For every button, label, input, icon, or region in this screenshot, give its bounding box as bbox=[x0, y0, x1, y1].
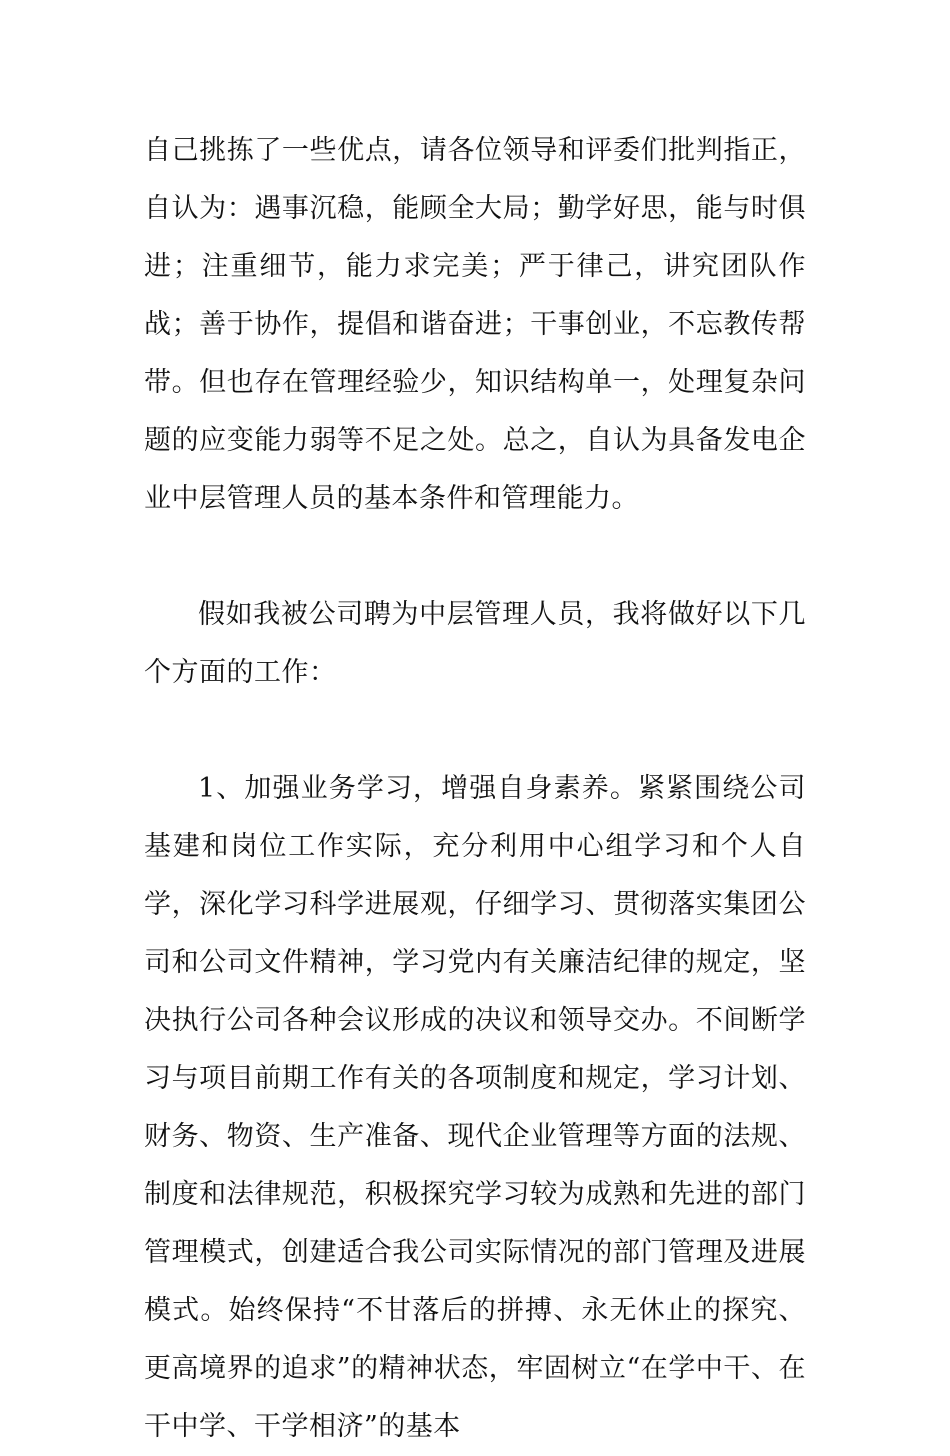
document-page bbox=[144, 122, 806, 1456]
paragraph-gap bbox=[144, 528, 806, 586]
paragraph-gap bbox=[144, 702, 806, 760]
paragraph-intro-plan: 假如我被公司聘为中层管理人员，我将做好以下几个方面的工作： bbox=[144, 599, 806, 688]
paragraph-self-assessment: 自己挑拣了一些优点，请各位领导和评委们批判指正，自认为：遇事沉稳，能顾全大局；勤学好思，能与时俱进；注重细节，能力求完美；严于律己，讲究团队作战；善于协作，提倡和谐奋进；干事创业，不忘教传帮带。但也存在管理经验少，知识结构单一，处理复杂问题的应变能力弱等不足之处。总之，自认为具备发电企业中层管理人员的基本条件和管理能力。 bbox=[144, 135, 806, 514]
paragraph-item-1-study: 1、加强业务学习，增强自身素养。紧紧围绕公司基建和岗位工作实际，充分利用中心组学习和个人自学，深化学习科学进展观，仔细学习、贯彻落实集团公司和公司文件精神，学习党内有关廉洁纪律的规定，坚决执行公司各种会议形成的决议和领导交办。不间断学习与项目前期工作有关的各项制度和规定，学习计划、财务、物资、生产准备、现代企业管理等方面的法规、制度和法律规范，积极探究学习较为成熟和先进的部门管理模式，创建适合我公司实际情况的部门管理及进展模式。始终保持“不甘落后的拼搏、永无休止的探究、更高境界的追求”的精神状态，牢固树立“在学中干、在干中学、干学相济”的基本 bbox=[144, 773, 806, 1442]
